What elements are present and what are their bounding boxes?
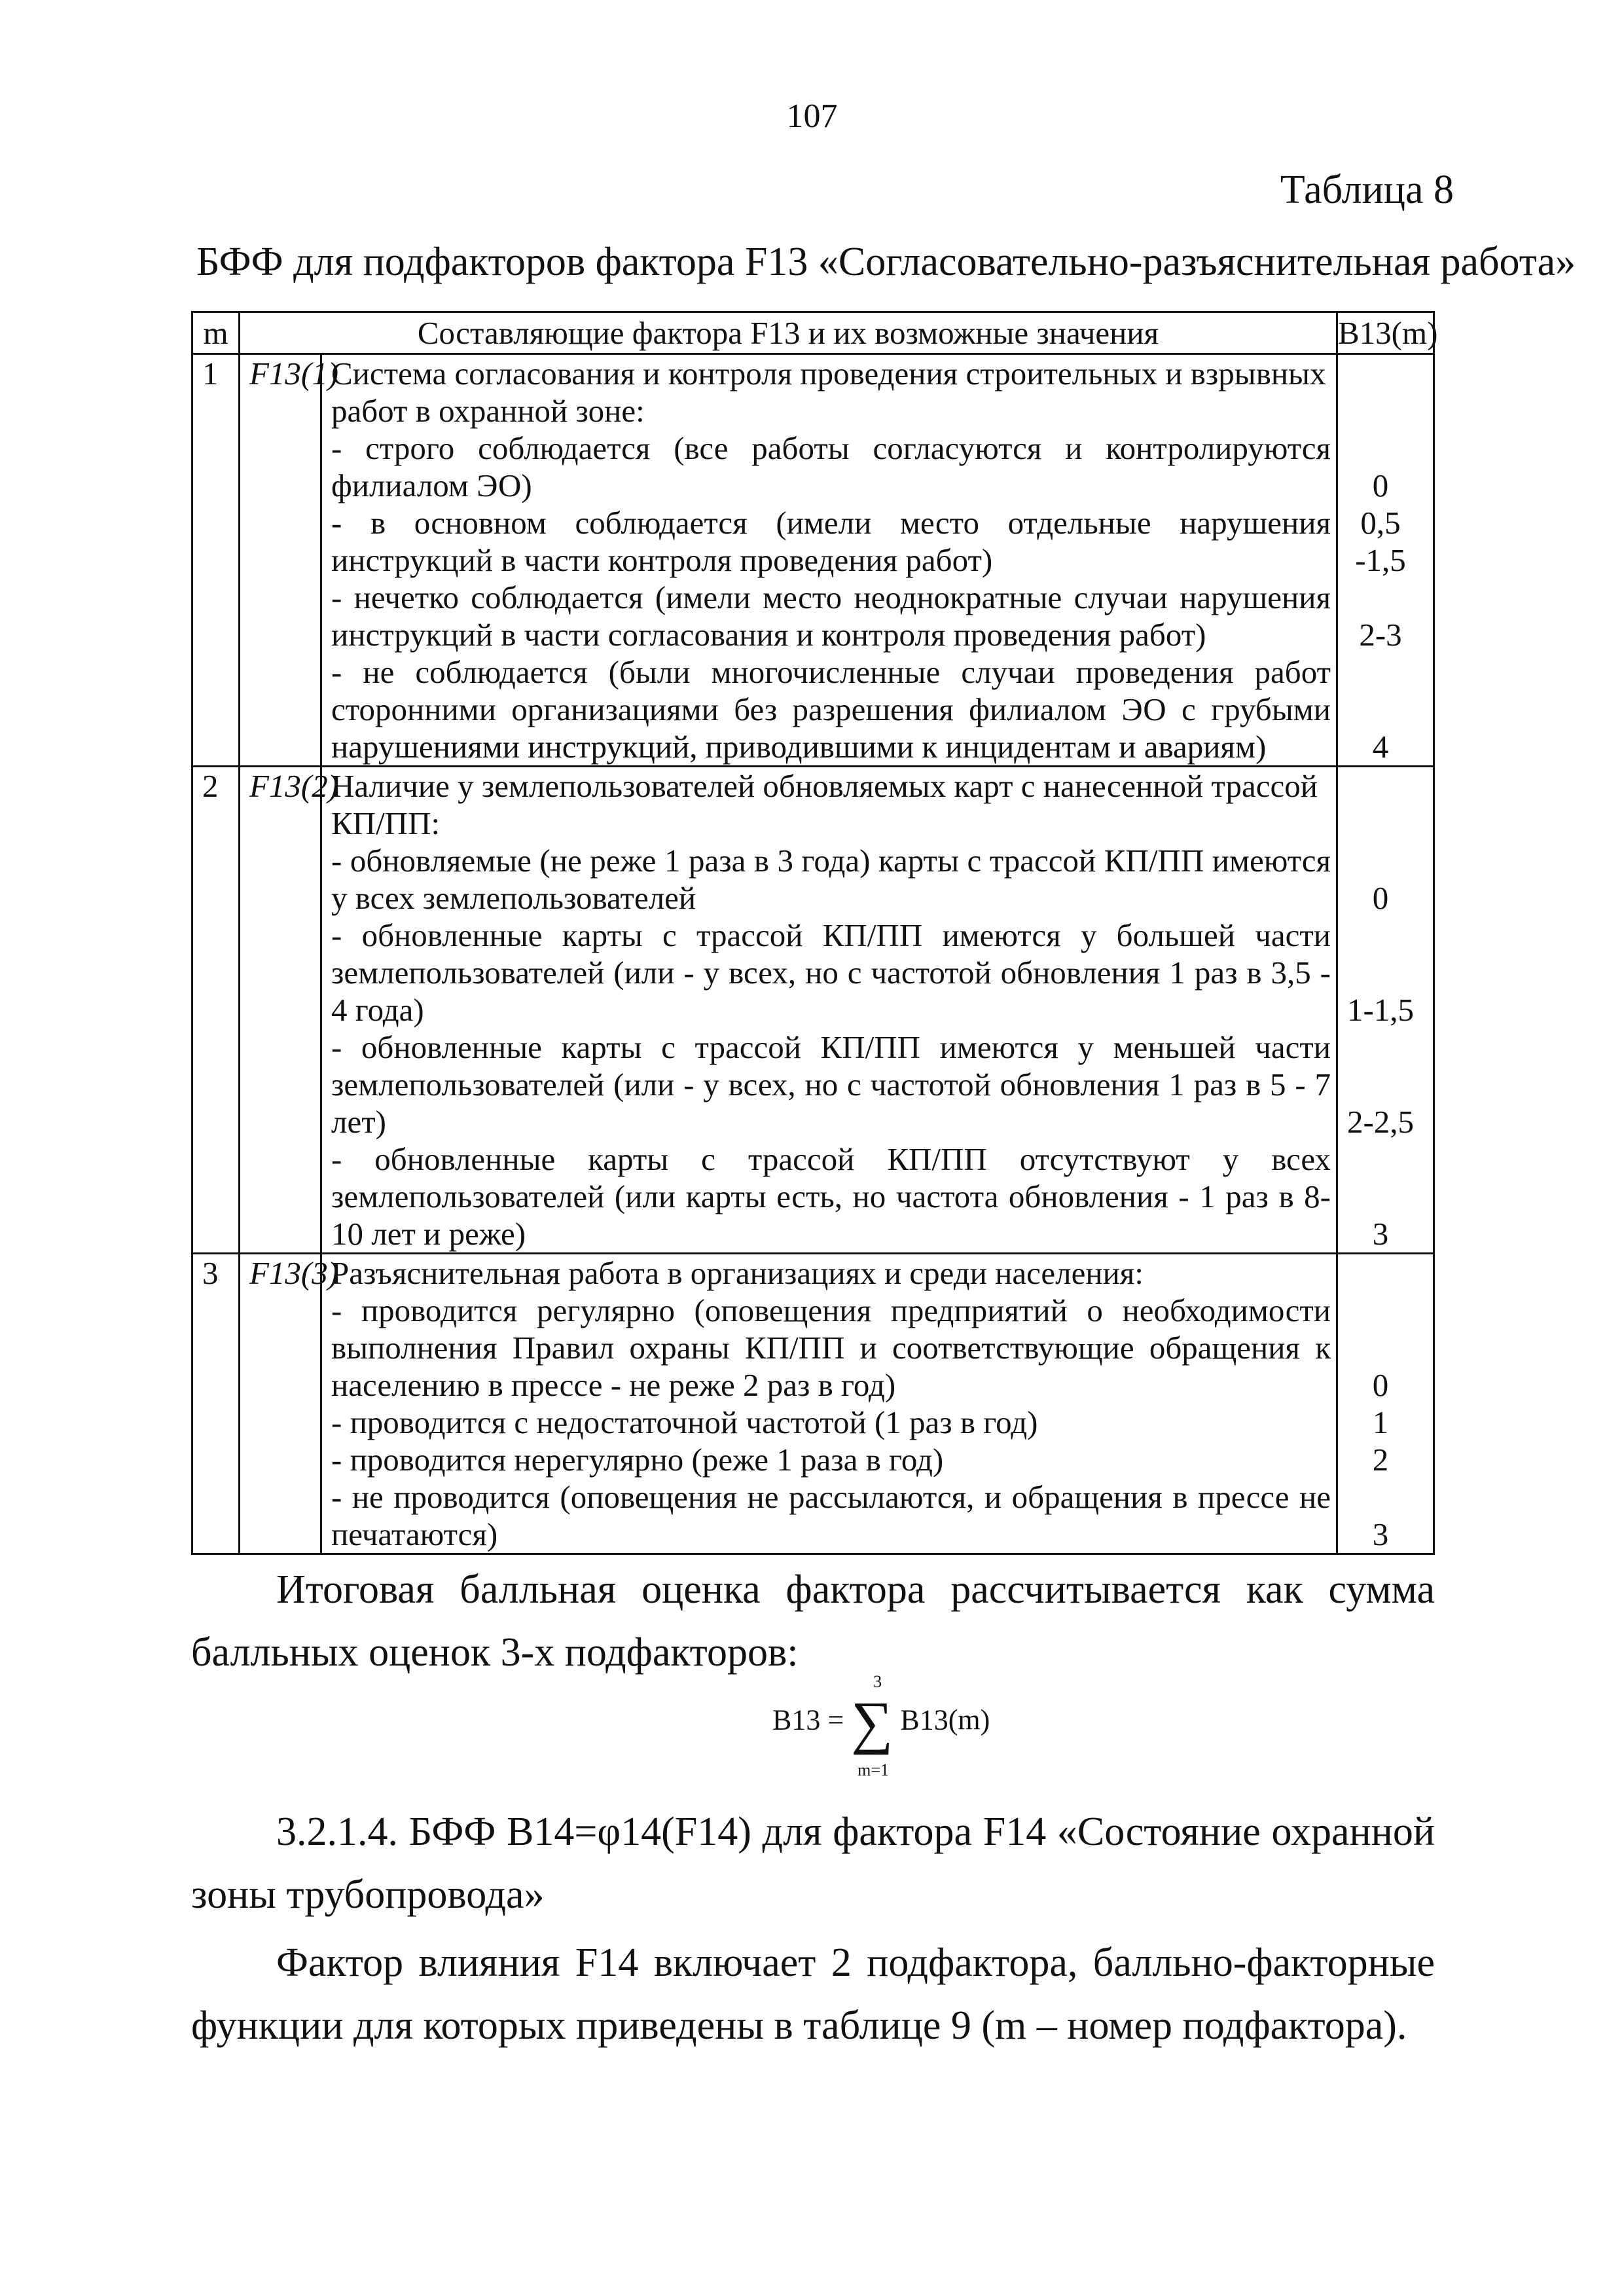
- option-text: - проводится с недостаточной частотой (1 раз в год): [331, 1404, 1038, 1440]
- header-m: m: [192, 312, 240, 354]
- option-text: - не соблюдается (были многочисленные случаи проведения работ сторонними организациями без разрешения филиалом ЭО с грубыми нарушениями инструкций, приводившими к инцидентам и авариям): [331, 654, 1331, 765]
- option-text: - обновленные карты с трассой КП/ПП имеются у большей части землепользователей (или - у всех, но с частотой обновления 1 раз в 3,5 - 4 года): [331, 917, 1331, 1028]
- row-factor-symbol: F13(2): [240, 767, 321, 1254]
- header-score: B13(m): [1337, 312, 1434, 354]
- option-text: - обновляемые (не реже 1 раза в 3 года) карты с трассой КП/ПП имеются у всех землепользователей: [331, 843, 1331, 916]
- table-title: БФФ для подфакторов фактора F13 «Согласовательно-разъяснительная работа»: [196, 240, 1576, 284]
- row-description: [321, 354, 1406, 767]
- option-score: 0: [1372, 467, 1389, 503]
- row-heading: Система согласования и контроля проведения строительных и взрывных работ в охранной зоне:: [331, 355, 1326, 429]
- row-heading: Разъяснительная работа в организациях и среди населения:: [331, 1255, 1144, 1291]
- table-body: [192, 354, 1434, 1554]
- option-item: [331, 429, 1389, 504]
- option-text: - в основном соблюдается (имели место отдельные нарушения инструкций в части контроля проведения работ): [331, 505, 1331, 578]
- summary-paragraph: Итоговая балльная оценка фактора рассчитывается как сумма балльных оценок 3-х подфакторов:: [191, 1567, 1435, 1675]
- formula-term: B13(m): [900, 1704, 990, 1736]
- table-row: [192, 354, 1434, 767]
- option-item: [331, 579, 1402, 653]
- sum-upper-limit: 3: [873, 1672, 882, 1691]
- header-components: Составляющие фактора F13 и их возможные значения: [240, 312, 1337, 354]
- option-score: 2: [1372, 1442, 1389, 1478]
- option-text: - обновленные карты с трассой КП/ПП отсутствуют у всех землепользователей (или карты есть, но частота обновления - 1 раз в 8-10 лет и реже): [331, 1141, 1331, 1252]
- option-item: [331, 1478, 1389, 1553]
- option-score: 4: [1372, 729, 1389, 765]
- option-item: [331, 1140, 1389, 1252]
- option-score: 2-2,5: [1346, 1104, 1415, 1140]
- table-header-row: [192, 312, 1434, 354]
- option-item: [331, 1441, 1389, 1478]
- table-row: [192, 1254, 1434, 1554]
- option-text: - проводится регулярно (оповещения предприятий о необходимости выполнения Правил охраны КП/ПП и соответствующие обращения к населению в прессе - не реже 2 раз в год): [331, 1292, 1331, 1403]
- option-item: [331, 1292, 1389, 1404]
- option-text: - не проводится (оповещения не рассылаются, и обращения в прессе не печатаются): [331, 1479, 1331, 1552]
- option-text: - обновленные карты с трассой КП/ПП имеются у меньшей части землепользователей (или - у всех, но с частотой обновления 1 раз в 5 - 7 лет): [331, 1029, 1331, 1140]
- option-score: 1: [1372, 1404, 1389, 1440]
- factor-table: [191, 311, 1438, 1555]
- row-description: [321, 767, 1415, 1254]
- option-score: 2-3: [1359, 617, 1402, 653]
- option-item: [331, 1404, 1389, 1441]
- factor-paragraph: Фактор влияния F14 включает 2 подфактора, балльно-факторные функции для которых приведены в таблице 9 (m – номер подфактора).: [191, 1941, 1435, 2048]
- row-index: 1: [192, 354, 240, 767]
- option-score: 0: [1372, 880, 1389, 916]
- formula-lhs: B13 =: [772, 1704, 844, 1736]
- row-factor-symbol: F13(3): [240, 1254, 321, 1554]
- option-score: 0,5 -1,5: [1355, 505, 1406, 578]
- option-score: 1-1,5: [1346, 992, 1415, 1028]
- row-description: [321, 1254, 1389, 1554]
- table-row: [192, 767, 1434, 1254]
- option-score: 3: [1372, 1216, 1389, 1252]
- table-label: Таблица 8: [1280, 168, 1454, 212]
- option-text: - строго соблюдается (все работы согласуются и контролируются филиалом ЭО): [331, 430, 1331, 503]
- sum-sign: ∑ 3 m=1: [851, 1672, 893, 1779]
- section-heading: 3.2.1.4. БФФ B14=φ14(F14) для фактора F14 «Состояние охранной зоны трубопровода»: [191, 1810, 1435, 1917]
- option-text: - нечетко соблюдается (имели место неоднократные случаи нарушения инструкций в части согласования и контроля проведения работ): [331, 579, 1331, 653]
- option-item: [331, 653, 1389, 765]
- option-score: 0: [1372, 1367, 1389, 1403]
- row-index: 2: [192, 767, 240, 1254]
- row-factor-symbol: F13(1): [240, 354, 321, 767]
- option-text: - проводится нерегулярно (реже 1 раза в год): [331, 1442, 944, 1478]
- row-heading: Наличие у землепользователей обновляемых карт с нанесенной трассой КП/ПП:: [331, 768, 1318, 841]
- row-index: 3: [192, 1254, 240, 1554]
- option-item: [331, 917, 1415, 1029]
- sum-formula: [772, 1672, 990, 1779]
- option-item: [331, 1029, 1415, 1140]
- sum-lower-limit: m=1: [857, 1760, 890, 1779]
- option-item: [331, 842, 1389, 917]
- option-item: [331, 504, 1406, 579]
- page-number: 107: [786, 98, 838, 135]
- option-score: 3: [1372, 1516, 1389, 1552]
